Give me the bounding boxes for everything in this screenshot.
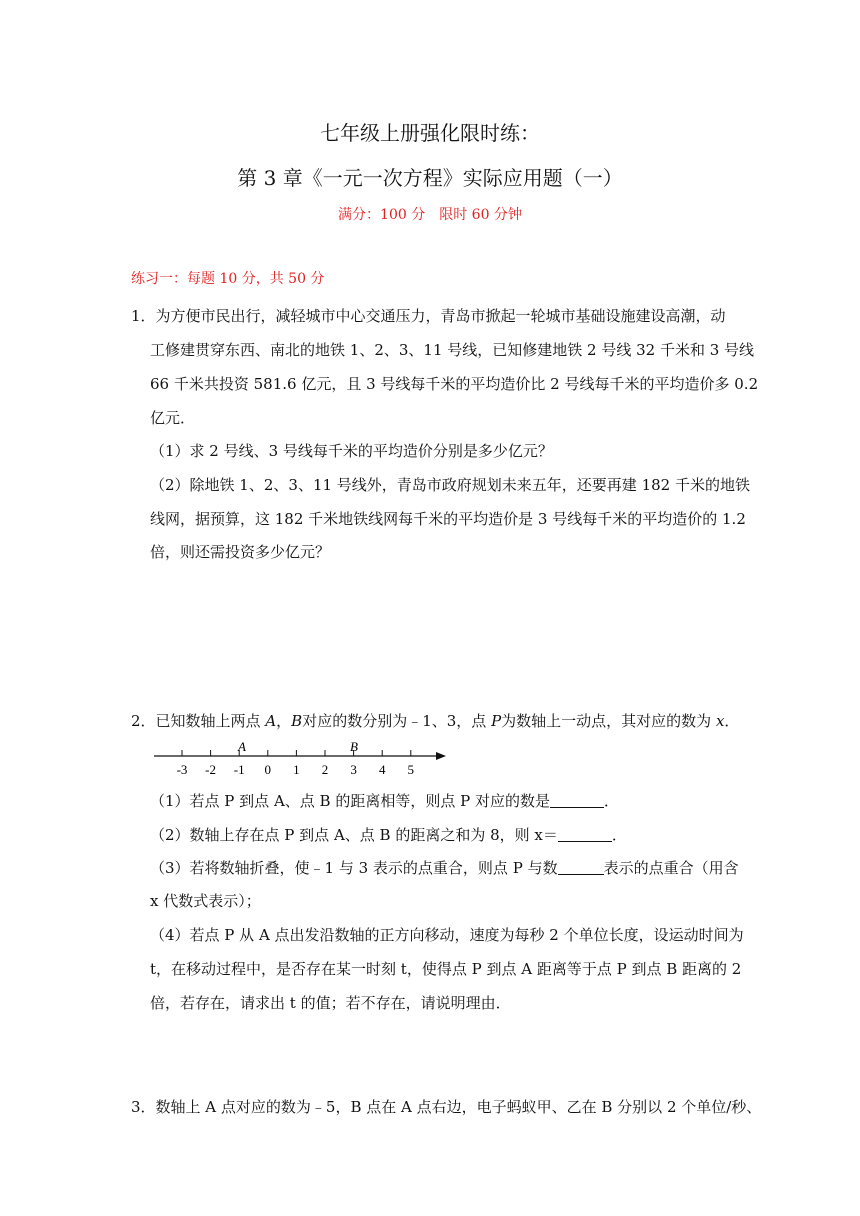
number-line-tick-label: -2 xyxy=(205,762,217,777)
q1-sub-2-line-2: 线网，据预算，这 182 千米地铁线网每千米的平均造价是 3 号线每千米的平均造价的 1.2 xyxy=(150,510,746,528)
number-line-arrow-icon xyxy=(436,752,446,760)
q2-comma: ， xyxy=(276,712,292,730)
q1-sub-2-line-3: 倍，则还需投资多少亿元？ xyxy=(150,543,331,561)
q2-var-p: P xyxy=(491,712,502,730)
q2-stem-d: ． xyxy=(724,712,740,730)
title-line-2: 第 3 章《一元一次方程》实际应用题（一） xyxy=(237,166,623,190)
section-label: 练习一：每题 10 分，共 50 分 xyxy=(131,271,325,287)
answer-blank-2[interactable] xyxy=(558,827,612,842)
q2-sub-1-text: （1）若点 P 到点 A、点 B 的距离相等，则点 P 对应的数是 xyxy=(150,792,550,810)
number-line-tick-label: 2 xyxy=(321,762,329,777)
q1-sub-2-line-1: （2）除地铁 1、2、3、11 号线外，青岛市政府规划未来五年，还要再建 182 千米的地铁 xyxy=(150,476,750,494)
q2-sub-4-line-1: （4）若点 P 从 A 点出发沿数轴的正方向移动，速度为每秒 2 个单位长度，设运动时间为 xyxy=(150,926,744,944)
number-line-tick-label: 3 xyxy=(350,762,357,777)
q2-sub-4-line-3: 倍，若存在，请求出 t 的值；若不存在，请说明理由． xyxy=(150,994,511,1012)
q3-line-1: 3．数轴上 A 点对应的数为﹣5，B 点在 A 点右边，电子蚂蚁甲、乙在 B 分别以 2 个单位/秒、 xyxy=(131,1098,762,1116)
q2-sub-1-end: ． xyxy=(603,792,619,810)
number-line-figure xyxy=(150,734,450,784)
score-time-info: 满分：100 分 限时 60 分钟 xyxy=(338,207,522,223)
q1-sub-1: （1）求 2 号线、3 号线每千米的平均造价分别是多少亿元？ xyxy=(150,442,553,460)
q2-stem-a: 2．已知数轴上两点 xyxy=(131,712,266,730)
answer-blank-3[interactable] xyxy=(558,860,604,875)
q1-line-1: 1．为方便市民出行，减轻城市中心交通压力，青岛市掀起一轮城市基础设施建设高潮，动 xyxy=(131,307,726,325)
title-line-1: 七年级上册强化限时练： xyxy=(320,121,540,145)
q2-sub-3-end: 表示的点重合（用含 xyxy=(603,859,739,877)
q2-sub-1 xyxy=(150,790,619,811)
q2-var-x: x xyxy=(715,712,725,730)
number-line-tick-label: -3 xyxy=(176,762,188,777)
q2-sub-4-line-2: t，在移动过程中，是否存在某一时刻 t，使得点 P 到点 A 距离等于点 P 到点 B 距离的 2 xyxy=(150,960,742,978)
q2-stem xyxy=(131,710,739,731)
q2-sub-2-text: （2）数轴上存在点 P 到点 A、点 B 的距离之和为 8，则 x＝ xyxy=(150,826,558,844)
number-line-tick-label: -1 xyxy=(233,762,245,777)
q2-sub-3-text: （3）若将数轴折叠，使﹣1 与 3 表示的点重合，则点 P 与数 xyxy=(150,859,558,877)
number-line-tick-label: 4 xyxy=(378,762,386,777)
q2-stem-b: 对应的数分别为﹣1、3，点 xyxy=(302,712,492,730)
q1-line-4: 亿元． xyxy=(150,409,196,427)
q2-sub-3 xyxy=(150,857,739,878)
point-b-label: B xyxy=(350,739,358,754)
q1-line-2: 工修建贯穿东西、南北的地铁 1、2、3、11 号线，已知修建地铁 2 号线 32 千米和 3 号线 xyxy=(150,341,755,359)
number-line-tick-label: 1 xyxy=(293,762,300,777)
answer-blank-1[interactable] xyxy=(550,793,604,808)
q2-var-a: A xyxy=(265,712,277,730)
q1-line-3: 66 千米共投资 581.6 亿元，且 3 号线每千米的平均造价比 2 号线每千米的平均造价多 0.2 xyxy=(150,375,759,393)
number-line-tick-label: 0 xyxy=(264,762,272,777)
point-a-label: A xyxy=(238,739,246,754)
number-line-tick-label: 5 xyxy=(407,762,415,777)
q2-var-b: B xyxy=(291,712,303,730)
q2-sub-3-line-2: x 代数式表示）； xyxy=(150,892,261,910)
q2-sub-2 xyxy=(150,824,627,845)
q2-stem-c: 为数轴上一动点，其对应的数为 xyxy=(501,712,716,730)
q2-sub-2-end: ． xyxy=(611,826,627,844)
